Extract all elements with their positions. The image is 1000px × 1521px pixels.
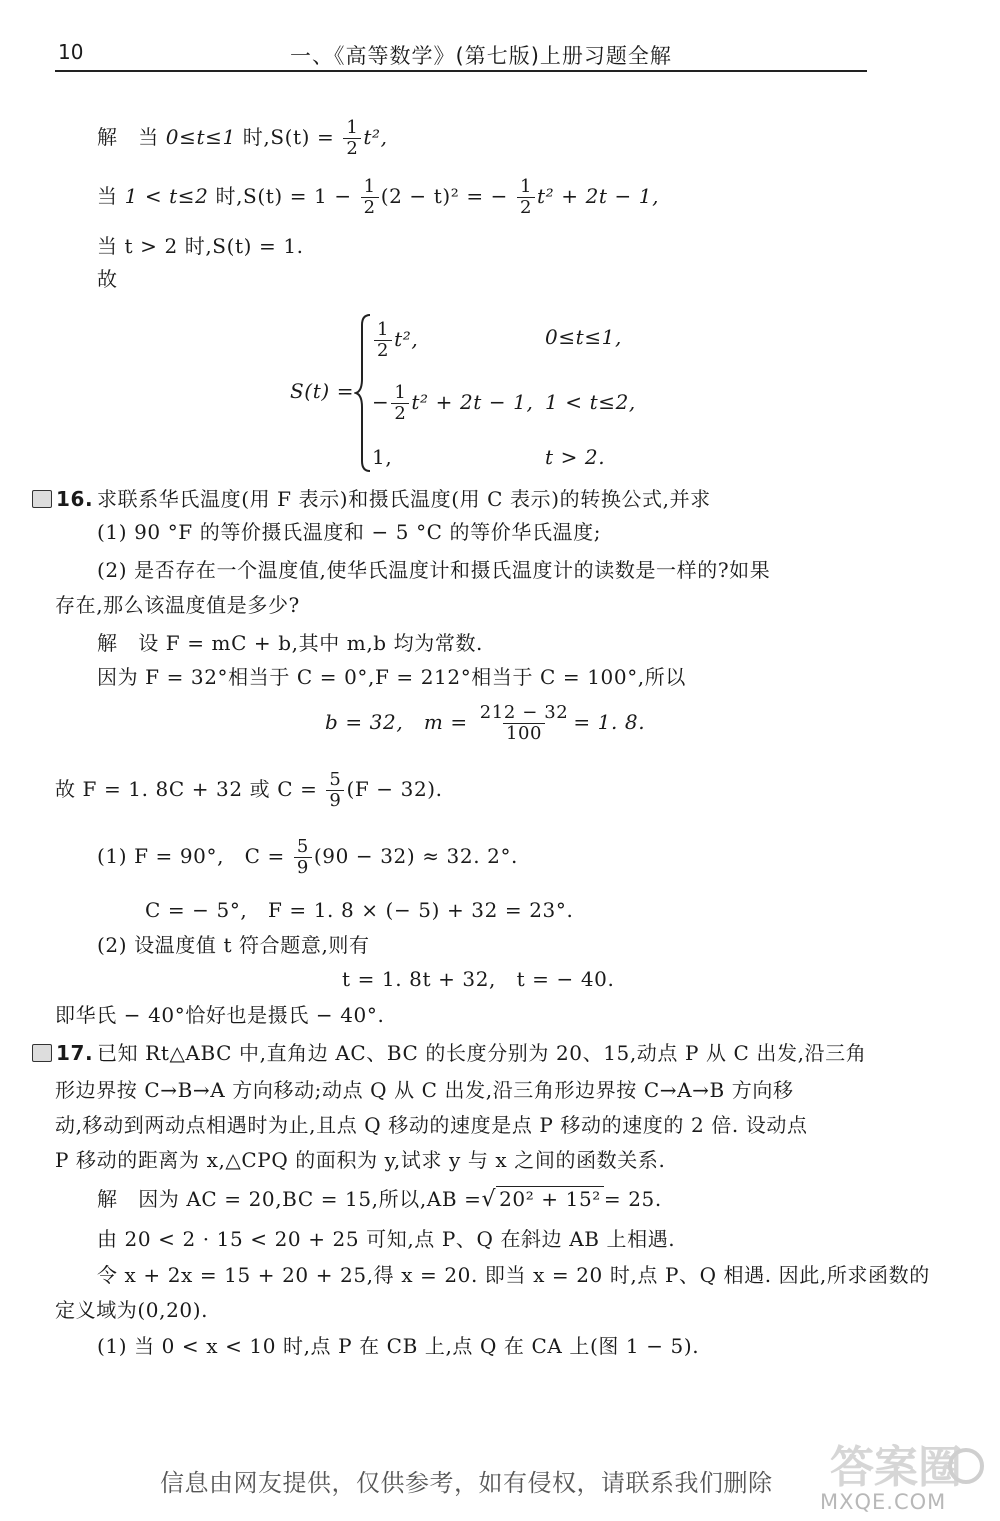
p16-question-line-2: (1) 90 °F 的等价摄氏温度和 − 5 °C 的等价华氏温度; — [97, 520, 602, 544]
piecewise-case-2-expr: − $\frac{1}{2}$ t² + 2t − 1, — [372, 382, 534, 424]
p16-solution-line-9: 即华氏 − 40°恰好也是摄氏 − 40°. — [55, 1003, 385, 1027]
watermark-url: MXQE.COM — [820, 1490, 947, 1514]
p17-solution-line-4: 定义域为(0,20). — [55, 1298, 209, 1322]
p17-solution-line-3: 令 x + 2x = 15 + 20 + 25,得 x = 20. 即当 x = 20 时,点 P、Q 相遇. 因此,所求函数的 — [97, 1263, 930, 1287]
p15-line-3: 当 t > 2 时,S(t) = 1. — [97, 234, 304, 258]
fraction: $\frac{5}{9}$ — [294, 837, 312, 878]
piecewise-case-1-expr: $\frac{1}{2}$ t², — [372, 320, 418, 361]
fraction: $\frac{212 - 32}{100}$ — [479, 702, 569, 744]
header-rule — [55, 70, 867, 72]
p15-line-1: 解 当 0≤t≤1 时,S(t) = $\frac{1}{2}$ t², — [97, 117, 388, 159]
fraction: $\frac{1}{2}$ — [517, 177, 535, 218]
problem-17-number: 17. — [56, 1041, 94, 1065]
p16-solution-line-5: (1) F = 90°, C = $\frac{5}{9}$ (90 − 32) ≈ 32. 2°. — [97, 836, 519, 878]
p17-solution-line-5: (1) 当 0 < x < 10 时,点 P 在 CB 上,点 Q 在 CA 上(图 1 − 5). — [97, 1334, 700, 1358]
piecewise-case-3-cond: t > 2. — [545, 445, 606, 469]
fraction: $\frac{1}{2}$ — [391, 383, 409, 424]
piecewise-case-2-cond: 1 < t≤2, — [545, 390, 636, 414]
p15-line-4: 故 — [97, 267, 118, 291]
p16-question-line-1: 求联系华氏温度(用 F 表示)和摄氏温度(用 C 表示)的转换公式,并求 — [97, 487, 711, 511]
p15-line-2: 当 1 < t≤2 时,S(t) = 1 − $\frac{1}{2}$ (2 − t)² = − $\frac{1}{2}$ t² + 2t − 1, — [97, 176, 660, 218]
p17-solution-line-2: 由 20 < 2 · 15 < 20 + 25 可知,点 P、Q 在斜边 AB 上相遇. — [97, 1227, 676, 1251]
p16-solution-line-6: C = − 5°, F = 1. 8 × (− 5) + 32 = 23°. — [145, 898, 574, 922]
p16-solution-line-8: t = 1. 8t + 32, t = − 40. — [342, 967, 615, 991]
p16-solution-line-7: (2) 设温度值 t 符合题意,则有 — [97, 933, 370, 957]
p16-question-line-3: (2) 是否存在一个温度值,使华氏温度计和摄氏温度计的读数是一样的?如果 — [97, 558, 771, 582]
piecewise-case-3-expr: 1, — [372, 445, 393, 469]
running-header-title: 一、《高等数学》(第七版)上册习题全解 — [290, 44, 672, 68]
p16-solution-line-2: 因为 F = 32°相当于 C = 0°,F = 212°相当于 C = 100°,所以 — [97, 665, 686, 689]
p17-solution-line-1: 解 因为 AC = 20,BC = 15,所以,AB =√ 20² + 15² = 25. — [97, 1187, 662, 1212]
fraction: $\frac{1}{2}$ — [374, 320, 392, 361]
p17-question-line-1: 已知 Rt△ABC 中,直角边 AC、BC 的长度分别为 20、15,动点 P 从 C 出发,沿三角 — [97, 1041, 867, 1065]
magnifier-icon — [32, 1044, 52, 1062]
p17-question-line-3: 动,移动到两动点相遇时为止,且点 Q 移动的速度是点 P 移动的速度的 2 倍. 设动点 — [55, 1113, 808, 1137]
watermark-logo — [826, 1436, 986, 1496]
p16-solution-line-1: 解 设 F = mC + b,其中 m,b 均为常数. — [97, 631, 484, 655]
p17-question-line-2: 形边界按 C→B→A 方向移动;动点 Q 从 C 出发,沿三角形边界按 C→A→B 方向移 — [55, 1078, 794, 1102]
copyright-notice: 信息由网友提供，仅供参考，如有侵权，请联系我们删除 — [160, 1469, 773, 1497]
piecewise-case-1-cond: 0≤t≤1, — [545, 325, 622, 349]
p16-question-line-4: 存在,那么该温度值是多少? — [55, 593, 300, 617]
magnifier-icon — [32, 490, 52, 508]
fraction: $\frac{5}{9}$ — [326, 770, 344, 811]
p16-solution-line-4: 故 F = 1. 8C + 32 或 C = $\frac{5}{9}$ (F − 32). — [55, 769, 443, 811]
problem-16-number: 16. — [56, 487, 94, 511]
fraction: $\frac{1}{2}$ — [361, 177, 379, 218]
fraction: $\frac{1}{2}$ — [343, 118, 361, 159]
svg-text:答案圈: 答案圈 — [830, 1442, 962, 1493]
p17-question-line-4: P 移动的距离为 x,△CPQ 的面积为 y,试求 y 与 x 之间的函数关系. — [55, 1148, 666, 1172]
left-brace-icon — [354, 313, 374, 473]
piecewise-lhs: S(t) = — [290, 379, 355, 403]
p16-solution-line-3: b = 32, m = $\frac{212 - 32}{100}$ = 1. 8. — [325, 702, 646, 744]
page-number: 10 — [58, 40, 84, 64]
